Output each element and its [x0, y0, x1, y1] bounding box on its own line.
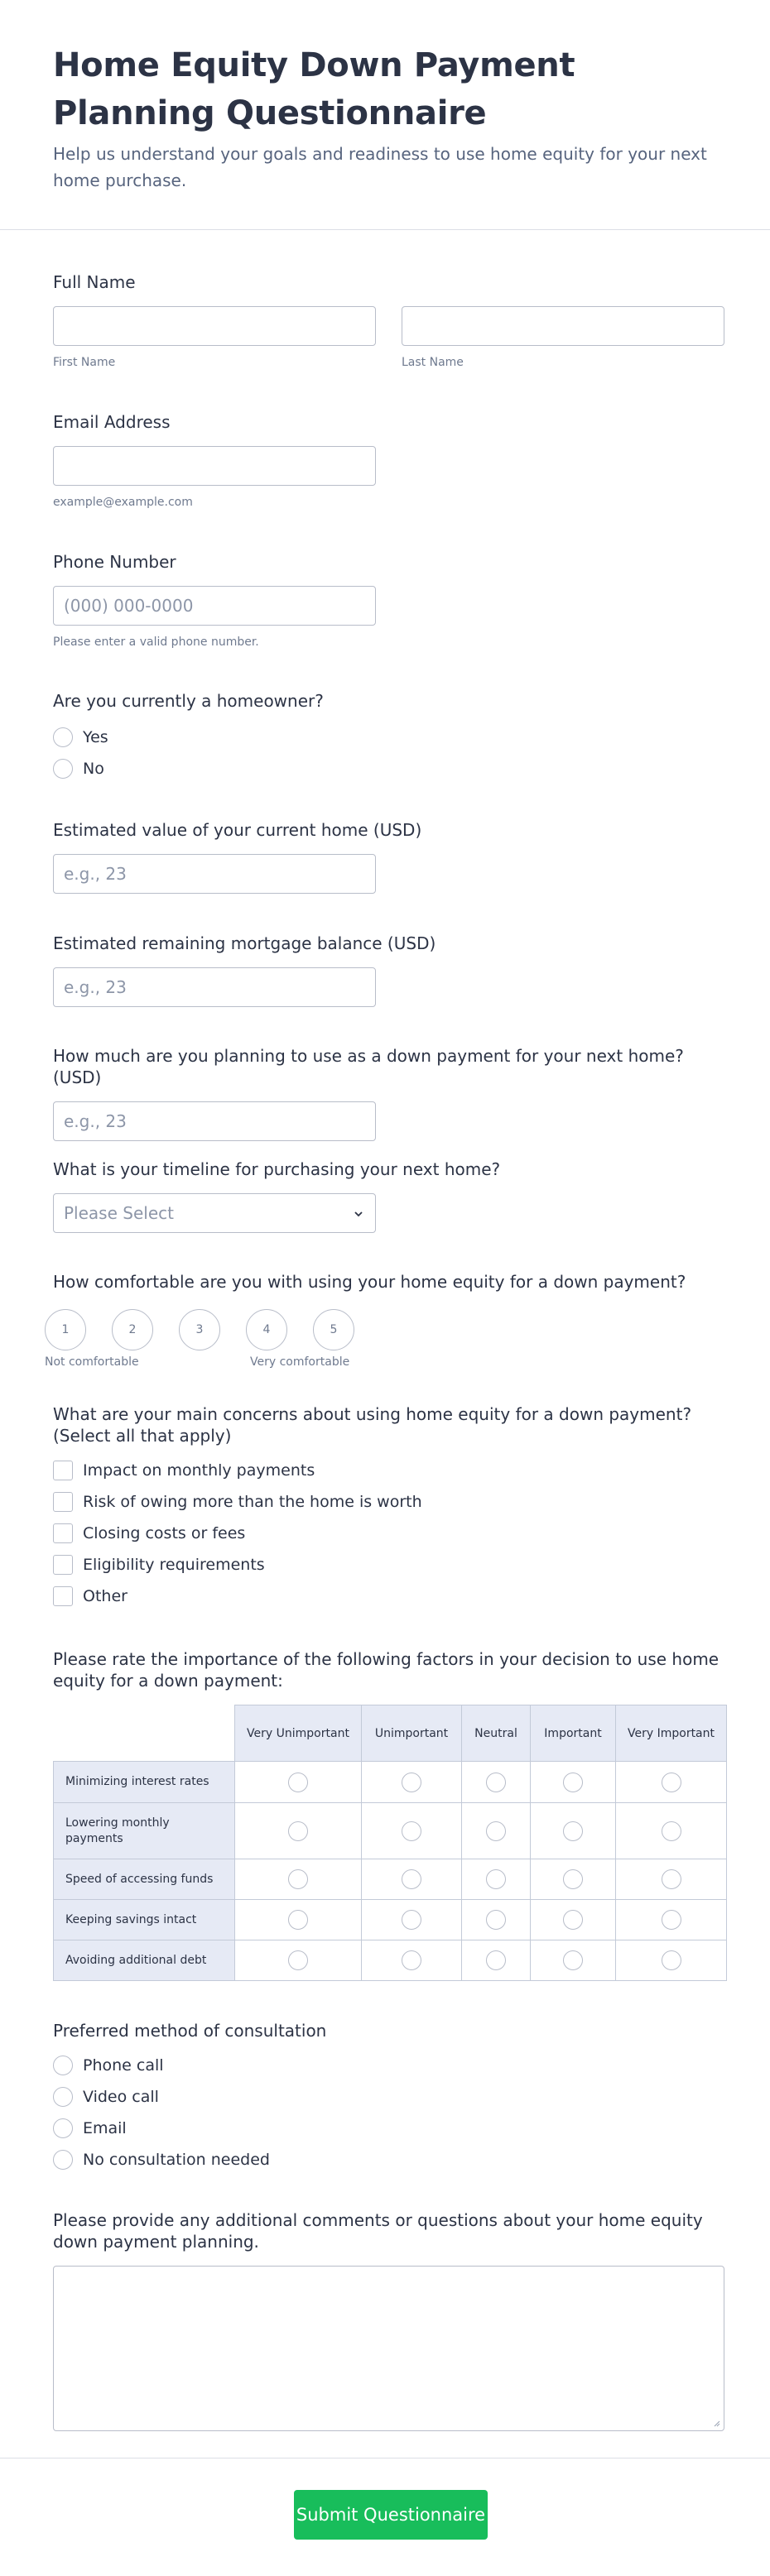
checkbox[interactable] [53, 1586, 73, 1606]
down-payment-label: How much are you planning to use as a down payment for your next home? (USD) [53, 1046, 684, 1087]
email-label: Email Address [53, 412, 171, 432]
timeline-field [53, 1158, 724, 1233]
concerns-field [53, 1403, 724, 1612]
matrix-radio[interactable] [402, 1950, 421, 1970]
matrix-column-header: Very Important [616, 1705, 727, 1762]
homeowner-field [53, 690, 724, 784]
matrix-radio[interactable] [662, 1772, 681, 1792]
comfort-field [45, 1271, 724, 1372]
matrix-radio[interactable] [402, 1772, 421, 1792]
full-name-label: Full Name [53, 272, 136, 292]
radio-button[interactable] [53, 759, 73, 779]
option-label: No [83, 760, 104, 778]
matrix-radio[interactable] [288, 1821, 308, 1841]
matrix-corner [54, 1705, 235, 1762]
option-label: Phone call [83, 2056, 164, 2075]
timeline-selected-value: Please Select [64, 1203, 174, 1223]
option-label: No consultation needed [83, 2151, 270, 2169]
consultation-label: Preferred method of consultation [53, 2021, 327, 2041]
matrix-radio[interactable] [486, 1910, 506, 1930]
matrix-radio[interactable] [662, 1869, 681, 1889]
matrix-radio[interactable] [662, 1910, 681, 1930]
matrix-row [54, 1900, 727, 1940]
radio-button[interactable] [53, 2118, 73, 2138]
mortgage-balance-field [53, 933, 724, 1007]
option-label: Email [83, 2119, 127, 2137]
scale-option-3[interactable]: 3 [179, 1309, 220, 1350]
mortgage-balance-label: Estimated remaining mortgage balance (USD) [53, 933, 436, 953]
scale-option-5[interactable]: 5 [313, 1309, 354, 1350]
matrix-radio[interactable] [486, 1821, 506, 1841]
first-name-input[interactable] [53, 306, 376, 346]
mortgage-balance-input[interactable]: e.g., 23 [53, 967, 376, 1007]
concerns-label: What are your main concerns about using home equity for a down payment? (Select all that apply) [53, 1404, 692, 1446]
radio-button[interactable] [53, 2150, 73, 2170]
matrix-radio[interactable] [288, 1869, 308, 1889]
importance-matrix-field [53, 1648, 724, 1981]
consultation-option[interactable] [53, 2081, 724, 2113]
consultation-option[interactable] [53, 2050, 724, 2081]
last-name-input[interactable] [402, 306, 724, 346]
radio-button[interactable] [53, 2087, 73, 2107]
matrix-row-label: Speed of accessing funds [54, 1859, 235, 1900]
matrix-radio[interactable] [288, 1910, 308, 1930]
homeowner-label: Are you currently a homeowner? [53, 691, 324, 711]
consultation-option[interactable] [53, 2113, 724, 2144]
timeline-select[interactable] [53, 1193, 376, 1233]
matrix-row [54, 1762, 727, 1803]
matrix-radio[interactable] [662, 1950, 681, 1970]
first-name-sublabel: First Name [53, 356, 116, 369]
home-value-field [53, 819, 724, 894]
matrix-radio[interactable] [402, 1910, 421, 1930]
last-name-sublabel: Last Name [402, 356, 464, 369]
matrix-radio[interactable] [402, 1821, 421, 1841]
matrix-radio[interactable] [563, 1950, 583, 1970]
comfort-label: How comfortable are you with using your home equity for a down payment? [53, 1272, 686, 1292]
form-header [0, 0, 770, 230]
down-payment-input[interactable]: e.g., 23 [53, 1101, 376, 1141]
matrix-row [54, 1940, 727, 1981]
phone-sublabel: Please enter a valid phone number. [53, 636, 259, 649]
homeowner-option-yes[interactable] [53, 722, 724, 753]
matrix-row [54, 1859, 727, 1900]
matrix-label: Please rate the importance of the following factors in your decision to use home equity for a down payment: [53, 1649, 719, 1691]
matrix-radio[interactable] [563, 1869, 583, 1889]
radio-button[interactable] [53, 727, 73, 747]
comfort-scale [45, 1309, 724, 1350]
scale-high-label: Very comfortable [250, 1355, 350, 1369]
concern-option[interactable] [53, 1518, 724, 1549]
matrix-radio[interactable] [402, 1869, 421, 1889]
matrix-row [54, 1803, 727, 1859]
down-payment-field [53, 1045, 724, 1141]
email-field [53, 411, 724, 509]
home-value-input[interactable]: e.g., 23 [53, 854, 376, 894]
comments-label: Please provide any additional comments or questions about your home equity down payment planning. [53, 2210, 703, 2252]
option-label: Impact on monthly payments [83, 1461, 315, 1480]
matrix-radio[interactable] [288, 1772, 308, 1792]
consultation-field [53, 2020, 724, 2175]
matrix-column-header: Neutral [462, 1705, 531, 1762]
matrix-radio[interactable] [288, 1950, 308, 1970]
matrix-row-label: Minimizing interest rates [54, 1762, 235, 1803]
matrix-column-header: Important [531, 1705, 616, 1762]
matrix-radio[interactable] [486, 1950, 506, 1970]
option-label: Video call [83, 2088, 159, 2106]
option-label: Eligibility requirements [83, 1556, 265, 1574]
checkbox[interactable] [53, 1555, 73, 1575]
matrix-radio[interactable] [662, 1821, 681, 1841]
comments-field [53, 2209, 724, 2431]
radio-button[interactable] [53, 2056, 73, 2075]
page-title: Home Equity Down Payment Planning Questionnaire [53, 46, 575, 132]
resize-handle-icon[interactable] [712, 2419, 720, 2427]
matrix-column-header: Very Unimportant [235, 1705, 362, 1762]
comments-textarea[interactable] [53, 2266, 724, 2431]
option-label: Other [83, 1587, 128, 1605]
matrix-column-header: Unimportant [362, 1705, 462, 1762]
scale-option-1[interactable]: 1 [45, 1309, 86, 1350]
matrix-radio[interactable] [563, 1821, 583, 1841]
timeline-label: What is your timeline for purchasing your next home? [53, 1159, 501, 1179]
phone-label: Phone Number [53, 552, 176, 572]
checkbox[interactable] [53, 1523, 73, 1543]
scale-low-label: Not comfortable [45, 1355, 139, 1369]
concern-option[interactable] [53, 1581, 724, 1612]
scale-option-4[interactable]: 4 [246, 1309, 287, 1350]
email-sublabel: example@example.com [53, 496, 193, 509]
phone-field [53, 551, 724, 649]
home-value-label: Estimated value of your current home (USD) [53, 820, 422, 840]
matrix-radio[interactable] [486, 1869, 506, 1889]
matrix-radio[interactable] [563, 1772, 583, 1792]
scale-option-2[interactable]: 2 [112, 1309, 153, 1350]
page-subtitle: Help us understand your goals and readiness to use home equity for your next home purchase. [53, 144, 707, 190]
full-name-field [53, 271, 724, 369]
matrix-row-label: Lowering monthly payments [54, 1803, 235, 1859]
concern-option[interactable] [53, 1486, 724, 1518]
submit-button[interactable]: Submit Questionnaire [294, 2490, 488, 2540]
option-label: Risk of owing more than the home is worth [83, 1493, 422, 1511]
concern-option[interactable] [53, 1455, 724, 1486]
matrix-row-label: Keeping savings intact [54, 1900, 235, 1940]
checkbox[interactable] [53, 1461, 73, 1480]
option-label: Closing costs or fees [83, 1524, 246, 1542]
matrix-radio[interactable] [486, 1772, 506, 1792]
matrix-radio[interactable] [563, 1910, 583, 1930]
checkbox[interactable] [53, 1492, 73, 1512]
matrix-row-label: Avoiding additional debt [54, 1940, 235, 1981]
option-label: Yes [83, 728, 108, 746]
phone-input[interactable]: (000) 000-0000 [53, 586, 376, 626]
concern-option[interactable] [53, 1549, 724, 1581]
importance-matrix [53, 1705, 727, 1981]
homeowner-option-no[interactable] [53, 753, 724, 784]
email-input[interactable] [53, 446, 376, 486]
chevron-down-icon [354, 1209, 363, 1219]
form-footer [0, 2458, 770, 2576]
consultation-option[interactable] [53, 2144, 724, 2175]
